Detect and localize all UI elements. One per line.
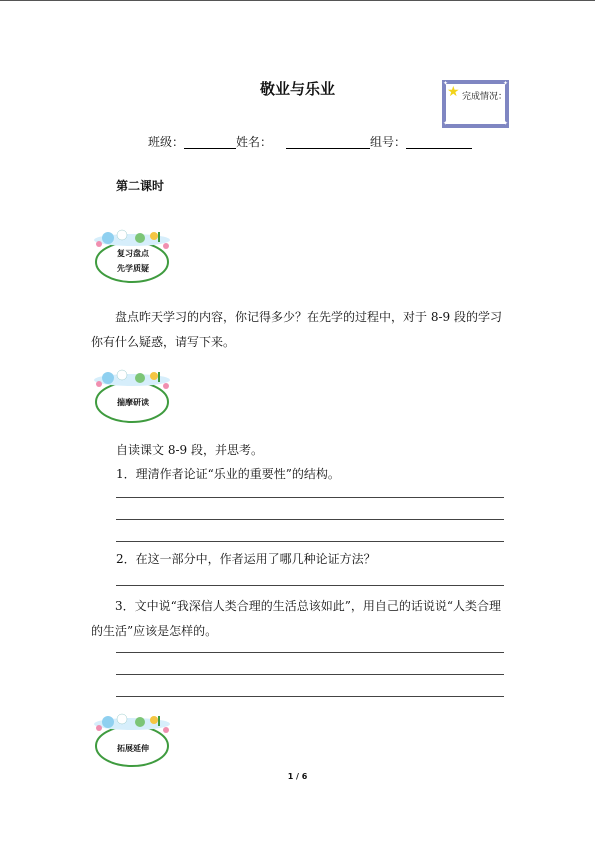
class-field[interactable] — [184, 136, 236, 149]
star-icon: ★ — [447, 84, 460, 100]
name-label: 姓名： — [236, 135, 273, 149]
corner-star-icon: ✦ — [502, 80, 508, 87]
answer-line[interactable] — [116, 541, 504, 542]
group-field[interactable] — [406, 136, 472, 149]
section-badge-extend — [92, 712, 174, 770]
page-title: 敬业与乐业 — [259, 80, 335, 98]
corner-star-icon: ✦ — [443, 120, 449, 127]
class-label: 班级： — [148, 135, 185, 149]
page-number: 1 / 6 — [287, 772, 308, 781]
student-info-row — [148, 133, 472, 150]
completion-stamp — [442, 80, 509, 128]
question-1: 1．理清作者论证“乐业的重要性”的结构。 — [116, 467, 340, 481]
lesson-heading: 第二课时 — [116, 179, 165, 193]
corner-star-icon: ✦ — [502, 120, 508, 127]
section-badge-review — [92, 228, 174, 286]
corner-star-icon: ✦ — [443, 80, 449, 87]
badge-label-line2: 先学质疑 — [117, 264, 149, 273]
badge-label-line1: 揣摩研读 — [117, 398, 149, 407]
study-intro: 自读课文 8-9 段，并思考。 — [116, 443, 263, 457]
group-label: 组号： — [370, 135, 407, 149]
stamp-label: 完成情况： — [462, 92, 508, 102]
answer-line[interactable] — [116, 519, 504, 520]
answer-line[interactable] — [116, 652, 504, 653]
badge-label-line1: 复习盘点 — [117, 249, 149, 258]
answer-line[interactable] — [116, 696, 504, 697]
badge-label-line1: 拓展延伸 — [117, 744, 149, 753]
badge-decoration-icon — [92, 712, 174, 770]
question-2: 2．在这一部分中，作者运用了哪几种论证方法？ — [116, 552, 376, 566]
answer-line[interactable] — [116, 497, 504, 498]
name-field[interactable] — [286, 136, 370, 149]
top-border-line — [0, 0, 595, 1]
stamp-inner — [446, 84, 508, 124]
section-badge-study — [92, 368, 174, 426]
review-paragraph: 盘点昨天学习的内容，你记得多少？在先学的过程中，对于 8-9 段的学习你有什么疑惑，请写下来。 — [91, 310, 502, 349]
answer-line[interactable] — [116, 674, 504, 675]
question-3: 3．文中说“我深信人类合理的生活总该如此”，用自己的话说说“人类合理的生活”应该是怎样的。 — [91, 599, 502, 638]
answer-line[interactable] — [116, 585, 504, 586]
